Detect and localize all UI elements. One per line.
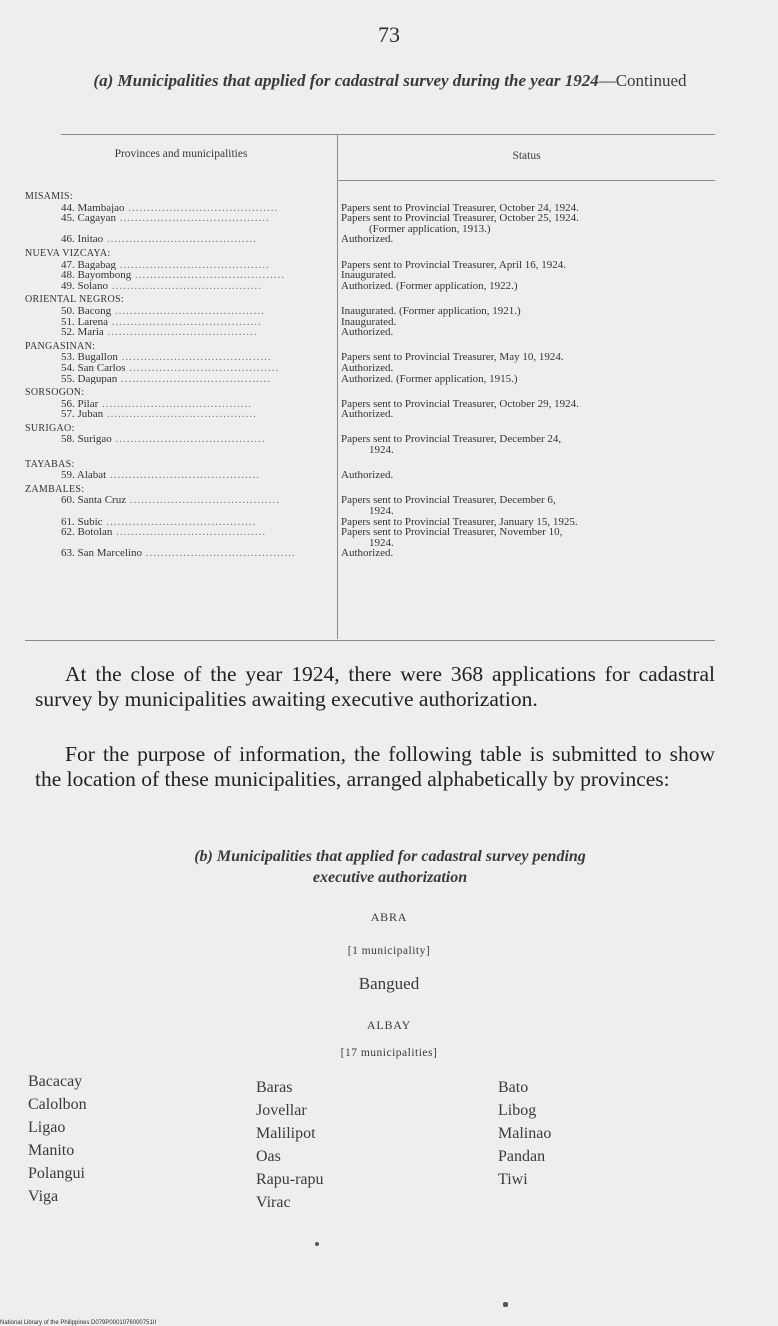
municipality-name: 53. Bugallon (61, 352, 118, 363)
status-cell (341, 527, 711, 548)
municipality-row (25, 527, 715, 548)
municipality-cell (25, 470, 341, 481)
province-name: NUEVA VIZCAYA: (25, 248, 111, 259)
municipality-cell (25, 213, 341, 234)
leader-dots: ........................................ (112, 527, 267, 539)
table-b-caption-line-1: (b) Municipalities that applied for cadastral survey pending (194, 848, 586, 865)
status-text: Authorized. (Former application, 1915.) (341, 372, 518, 385)
municipality-row (25, 470, 715, 481)
status-cell (341, 399, 711, 410)
status-continuation: 1924. (369, 505, 394, 518)
municipality-cell (25, 374, 341, 385)
province-name: SURIGAO: (25, 423, 75, 434)
albay-municipality: Malinao (498, 1125, 552, 1142)
status-cell (341, 249, 711, 260)
leader-dots: ........................................ (102, 516, 257, 528)
table-body (25, 192, 715, 559)
status-text: Papers sent to Provincial Treasurer, December 6, (341, 494, 556, 507)
status-text: Authorized. (341, 408, 394, 421)
leader-dots: ........................................ (106, 470, 260, 481)
province-row (25, 192, 715, 203)
status-continuation: 1924. (369, 536, 394, 549)
province-name: PANGASINAN: (25, 341, 96, 352)
municipality-name: 55. Dagupan (61, 373, 118, 385)
municipality-name: 56. Pilar (61, 398, 99, 410)
leader-dots: ........................................ (108, 316, 262, 328)
table-bottom-rule (25, 640, 715, 641)
municipality-row (25, 306, 715, 317)
albay-municipality: Libog (498, 1102, 537, 1119)
status-text: Authorized. (341, 361, 394, 374)
albay-municipality: Tiwi (498, 1171, 528, 1188)
status-cell (341, 352, 711, 363)
status-text: Papers sent to Provincial Treasurer, January 15, 1925. (341, 515, 578, 528)
header-status: Status (512, 150, 541, 162)
municipality-name: 45. Cagayan (61, 213, 116, 225)
albay-municipality: Bacacay (28, 1073, 83, 1090)
status-text: Papers sent to Provincial Treasurer, October 24, 1924. (341, 201, 579, 214)
leader-dots: ........................................ (111, 305, 265, 317)
status-text: Inaugurated. (Former application, 1921.) (341, 304, 521, 317)
status-text: Papers sent to Provincial Treasurer, April 16, 1924. (341, 258, 567, 271)
municipality-cell (25, 527, 341, 548)
municipality-name: 52. Maria (61, 327, 104, 338)
table-b-caption-line-2: executive authorization (312, 869, 468, 886)
municipality-name: 51. Larena (61, 316, 109, 328)
abra-municipality-count: [1 municipality] (347, 945, 431, 957)
municipality-cell (25, 352, 341, 363)
status-cell (341, 409, 711, 420)
municipality-cell (25, 327, 341, 338)
abra-municipality: Bangued (358, 974, 420, 993)
status-text: Authorized. (341, 469, 394, 482)
municipality-cell (25, 399, 341, 410)
albay-municipality: Pandan (498, 1148, 546, 1165)
albay-municipality: Malilipot (256, 1125, 316, 1142)
status-text: Inaugurated. (341, 315, 397, 328)
municipality-cell (25, 317, 341, 328)
leader-dots: ........................................ (125, 362, 280, 374)
status-cell (341, 495, 711, 516)
status-text: Papers sent to Provincial Treasurer, October 29, 1924. (341, 397, 579, 410)
specks (315, 1242, 319, 1246)
status-continuation: (Former application, 1913.) (369, 222, 491, 235)
leader-dots: ........................................ (98, 398, 253, 410)
municipality-row (25, 213, 715, 234)
municipality-cell (25, 363, 341, 374)
albay-municipality: Virac (256, 1194, 291, 1211)
status-text: Papers sent to Provincial Treasurer, October 25, 1924. (341, 212, 579, 225)
status-text: Authorized. (341, 326, 394, 339)
municipality-cell (25, 270, 341, 281)
albay-municipality: Jovellar (256, 1102, 307, 1119)
status-cell (341, 281, 711, 292)
albay-municipality: Ligao (28, 1119, 66, 1136)
status-cell (341, 470, 711, 481)
municipality-row (25, 548, 715, 559)
municipality-row (25, 495, 715, 516)
municipality-row (25, 434, 715, 455)
status-text: Authorized. (Former application, 1922.) (341, 279, 518, 292)
province-name: ORIENTAL NEGROS: (25, 295, 124, 306)
municipality-cell (25, 203, 341, 214)
albay-municipality: Calolbon (28, 1096, 87, 1113)
scan-footer: National Library of the Philippines D079P0001076000751II (0, 1320, 157, 1326)
status-text: Papers sent to Provincial Treasurer, November 10, (341, 526, 563, 539)
municipality-name: 46. Initao (61, 234, 104, 245)
albay-column-2 (256, 1076, 324, 1214)
table-a-caption-title: (a) Municipalities that applied for cadastral survey during the year 1924 (93, 71, 599, 90)
leader-dots: ........................................ (111, 434, 266, 446)
paragraph-table-purpose: For the purpose of information, the following table is submitted to show the location of these municipalities, arranged alphabetically by provinces: (35, 742, 715, 791)
status-text: Papers sent to Provincial Treasurer, December 24, (341, 433, 562, 446)
albay-municipality: Rapu-rapu (256, 1171, 324, 1188)
municipality-row (25, 327, 715, 338)
municipality-cell (25, 260, 341, 271)
albay-municipality-count: [17 municipalities] (340, 1047, 438, 1059)
municipality-name: 50. Bacong (61, 305, 112, 317)
municipality-cell (25, 495, 341, 516)
leader-dots: ........................................ (103, 409, 257, 420)
status-cell (341, 192, 711, 203)
albay-municipality: Viga (28, 1188, 59, 1205)
leader-dots: ........................................ (103, 234, 257, 245)
province-name: MISAMIS: (25, 192, 73, 202)
albay-municipality: Polangui (28, 1165, 85, 1182)
municipality-name: 54. San Carlos (61, 362, 126, 374)
municipality-cell (25, 234, 341, 245)
leader-dots: ........................................ (141, 548, 296, 559)
status-cell (341, 363, 711, 374)
leader-dots: ........................................ (115, 213, 270, 225)
albay-municipality: Manito (28, 1142, 75, 1159)
albay-column-3 (498, 1076, 551, 1191)
status-text: Authorized. (341, 233, 394, 246)
speck (503, 1302, 508, 1307)
status-table (25, 128, 715, 644)
province-name: SORSOGON: (25, 388, 85, 399)
status-cell (341, 374, 711, 385)
paragraph-applications-awaiting: At the close of the year 1924, there were 368 applications for cadastral survey by municipalities awaiting executive authorization. (35, 662, 715, 711)
municipality-cell (25, 434, 341, 455)
municipality-name: 47. Bagabag (61, 259, 116, 271)
municipality-name: 58. Surigao (61, 434, 112, 446)
status-cell (341, 460, 711, 471)
albay-column-1 (28, 1070, 87, 1208)
albay-municipality: Baras (256, 1079, 293, 1096)
status-cell (341, 306, 711, 317)
status-cell (341, 548, 711, 559)
municipality-name: 60. Santa Cruz (61, 495, 127, 507)
status-cell (341, 213, 711, 234)
municipality-name: 63. San Marcelino (61, 548, 142, 559)
table-a-caption (60, 70, 720, 92)
municipality-cell (25, 548, 341, 559)
province-name: ZAMBALES: (25, 484, 85, 495)
province-row (25, 249, 715, 260)
municipality-row (25, 363, 715, 374)
page-number: 73 (378, 22, 400, 47)
status-cell (341, 260, 711, 271)
status-text: Authorized. (341, 547, 394, 560)
municipality-name: 59. Alabat (61, 470, 107, 481)
leader-dots: ........................................ (117, 373, 271, 385)
header-rule (337, 180, 715, 181)
municipality-cell (25, 306, 341, 317)
leader-dots: ........................................ (131, 270, 286, 281)
municipality-name: 61. Subic (61, 516, 103, 528)
municipality-row (25, 281, 715, 292)
leader-dots: ........................................ (117, 352, 272, 363)
municipality-cell (25, 517, 341, 528)
municipality-name: 62. Botolan (61, 527, 113, 539)
province-heading-albay: ALBAY (366, 1018, 412, 1032)
municipality-name: 49. Solano (61, 280, 109, 292)
table-top-rule (61, 134, 715, 135)
status-cell (341, 234, 711, 245)
status-continuation: 1924. (369, 444, 394, 457)
leader-dots: ........................................ (115, 259, 270, 271)
leader-dots: ........................................ (126, 495, 280, 507)
municipality-row (25, 374, 715, 385)
province-heading-abra: ABRA (370, 910, 408, 924)
table-b-caption (60, 846, 720, 888)
municipality-name: 44. Mambajao (61, 202, 125, 214)
status-cell (341, 317, 711, 328)
leader-dots: ........................................ (103, 327, 258, 338)
leader-dots: ........................................ (124, 202, 279, 214)
municipality-row (25, 234, 715, 245)
municipality-cell (25, 409, 341, 420)
municipality-row (25, 409, 715, 420)
leader-dots: ........................................ (108, 280, 262, 292)
table-a-caption-continued: —Continued (598, 71, 687, 90)
status-text: Inaugurated. (341, 269, 397, 282)
municipality-name: 57. Juban (61, 409, 104, 420)
albay-municipality: Oas (256, 1148, 281, 1165)
municipality-cell (25, 281, 341, 292)
municipality-name: 48. Bayombong (61, 270, 132, 281)
status-cell (341, 327, 711, 338)
status-text: Papers sent to Provincial Treasurer, May 10, 1924. (341, 351, 564, 364)
albay-municipality: Bato (498, 1079, 529, 1096)
header-provinces: Provinces and municipalities (114, 148, 248, 160)
province-name: TAYABAS: (25, 459, 75, 470)
status-cell (341, 434, 711, 455)
